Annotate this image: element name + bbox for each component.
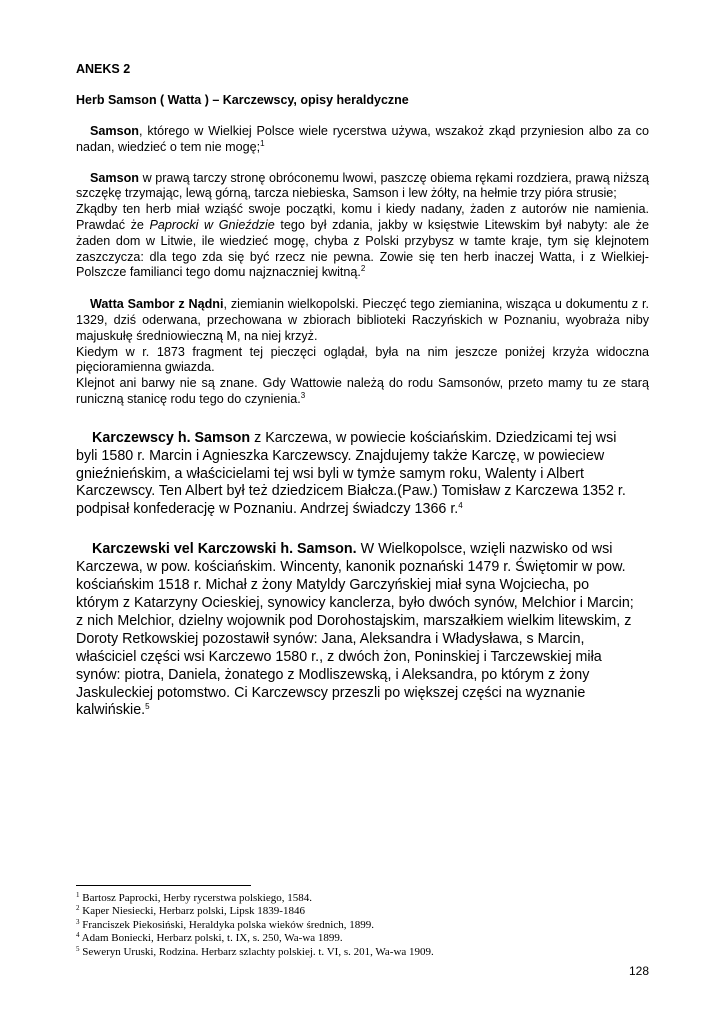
text-line: W Wielkopolsce, wzięli nazwisko od wsi <box>356 541 613 558</box>
paragraph-text: Kiedym w r. 1873 fragment tej pieczęci oglądał, była na nim jeszcze poniżej krzyża widoczna pięcioramienna gwiazda. <box>76 344 649 375</box>
text-line: kalwińskie. <box>76 702 146 719</box>
text-line: gnieźnieńskim, a właścicielami tej wsi byli w tymże samym roku, Walenty i Albert <box>76 465 584 482</box>
footnote-number: 3 <box>76 917 80 926</box>
paragraph-watta-1 <box>76 297 649 344</box>
paragraph-samson-2 <box>76 171 649 203</box>
paragraph-text: , ziemianin wielkopolski. Pieczęć tego ziemianina, wisząca u dokumentu z r. 1329, dziś oderwana, przechowana w zbiorach biblioteki Raczyńskich w Poznaniu, wyobraża niby majuskułę średniowieczną M, na niej krzyż. <box>76 297 650 343</box>
footnote-text: Bartosz Paprocki, Herby rycerstwa polskiego, 1584. <box>79 892 312 904</box>
footnote-ref-5[interactable]: 5 <box>145 702 150 712</box>
footnote-ref-2[interactable]: 2 <box>360 264 366 274</box>
text-line: właściciel części wsi Karczewo 1580 r., z dwóch żon, Poninskiej i Tarczewskiej miła <box>76 648 602 665</box>
footnote-separator <box>76 885 251 886</box>
italic-citation: Paprocki w Gnieździe <box>149 217 275 232</box>
footnote-number: 5 <box>76 944 80 953</box>
footnote-number: 1 <box>76 891 80 899</box>
paragraph-watta-3 <box>76 376 649 408</box>
text-line: z Karczewa, w powiecie kościańskim. Dziedzicami tej wsi <box>250 429 617 446</box>
footnote-text: Seweryn Uruski, Rodzina. Herbarz szlachty polskiej. t. VI, s. 201, Wa-wa 1909. <box>79 945 434 958</box>
text-line: Karczewscy. Ten Albert był też dziedzicem Białcza.(Paw.) Tomisław z Karczewa 1352 r. <box>76 483 626 500</box>
text-line: Doroty Retkowskiej pozostawił synów: Jana, Aleksandra i Władysława, s Marcin, <box>76 630 585 647</box>
section-title: Herb Samson ( Watta ) – Karczewscy, opisy heraldyczne <box>76 93 409 107</box>
page-number: 128 <box>628 964 649 978</box>
footnote <box>76 919 649 932</box>
document-body <box>76 62 649 720</box>
text-line: byli 1580 r. Marcin i Agnieszka Karczewscy. Znajdujemy także Karczę, w powieciew <box>76 447 605 464</box>
term-karczewski: Karczewski vel Karczowski h. Samson. <box>92 541 357 558</box>
text-line: z nich Melchior, dzielny wojownik pod Dorohostajskim, marszałkiem wielkim litewskim, z <box>76 612 632 629</box>
text-line: którym z Katarzyny Ocieskiej, synowicy kanclerza, było dwóch synów, Melchior i Marcin; <box>76 595 634 611</box>
text-line: synów: piotra, Daniela, żonatego z Modliszewską, i Aleksandra, po którym z żony <box>76 666 590 683</box>
footnote <box>76 905 649 918</box>
footnote-ref-4[interactable]: 4 <box>458 501 463 511</box>
paragraph-karczewski <box>76 541 649 720</box>
paragraph-samson-1 <box>76 124 649 156</box>
footnote-text: Adam Boniecki, Herbarz polski, t. IX, s. 250, Wa-wa 1899. <box>79 932 343 945</box>
term-karczewscy: Karczewscy h. Samson <box>92 429 251 446</box>
annex-heading: ANEKS 2 <box>76 62 131 76</box>
footnote-text: Franciszek Piekosiński, Heraldyka polska wieków średnich, 1899. <box>79 918 374 931</box>
footnote <box>76 946 649 959</box>
footnote-number: 2 <box>76 904 80 913</box>
footnote-ref-3[interactable]: 3 <box>300 390 306 400</box>
text-line: podpisał konfederację w Poznaniu. Andrzej świadczy 1366 r. <box>76 501 459 518</box>
term-samson: Samson <box>90 124 139 138</box>
footnotes <box>76 885 649 959</box>
footnote-ref-1[interactable]: 1 <box>260 138 265 148</box>
paragraph-samson-origin <box>76 202 649 281</box>
footnote <box>76 932 649 945</box>
paragraph-watta-2 <box>76 345 649 377</box>
paragraph-text: tego był zdania, jakby w księstwie Litewskim był nabyty: ale że żaden dom w Litwie, ile wiedzieć mogę, chyba z Polski przybysz w tamte kraje, tym się klejnotem zaszczycza: dla tego zda się być rzecz nie pewna. Zowie się ten herb inaczej Watta, i z Wielkiej-Polszcze familianci tego domu najznaczniej kwitną. <box>76 217 650 280</box>
text-line: Karczewa, w pow. kościańskim. Wincenty, kanonik poznański 1479 r. Świętomir w pow. <box>76 559 626 576</box>
term-samson: Samson <box>90 170 139 185</box>
term-watta: Watta Sambor z Nądni <box>90 297 224 312</box>
paragraph-text: , którego w Wielkiej Polsce wiele rycerstwa używa, wszakoż zkąd przyniesion albo za co nadan, wiedzieć o tem nie mogę; <box>76 124 649 154</box>
paragraph-text: w prawą tarczy stronę obróconemu lwowi, paszczę obiema rękami rozdziera, prawą niższą szczękę trzymając, lewą górną, tarcza niebieska, Samson i lew żółty, na hełmie trzy pióra strusie; <box>76 170 649 201</box>
text-line: kościańskim 1518 r. Michał z żony Matyldy Garczyńskiej miał syna Wojciecha, po <box>76 577 590 594</box>
text-line: Jaskuleckiej potomstwo. Ci Karczewscy przeszli po większej części na wyznanie <box>76 684 586 701</box>
paragraph-karczewscy <box>76 430 649 520</box>
paragraph-text: Zkądby ten herb miał wziąść swoje początki, komu i kiedy nadany, żaden z autorów nie namienia. Prawdać że <box>76 202 649 232</box>
footnote <box>76 892 649 905</box>
footnote-text: Kaper Niesiecki, Herbarz polski, Lipsk 1839-1846 <box>79 905 305 918</box>
paragraph-text: Klejnot ani barwy nie są znane. Gdy Wattowie należą do rodu Samsonów, przeto mamy tu ze starą runiczną stanicę rodu tego do czynienia. <box>76 376 649 406</box>
footnote-number: 4 <box>76 931 80 940</box>
